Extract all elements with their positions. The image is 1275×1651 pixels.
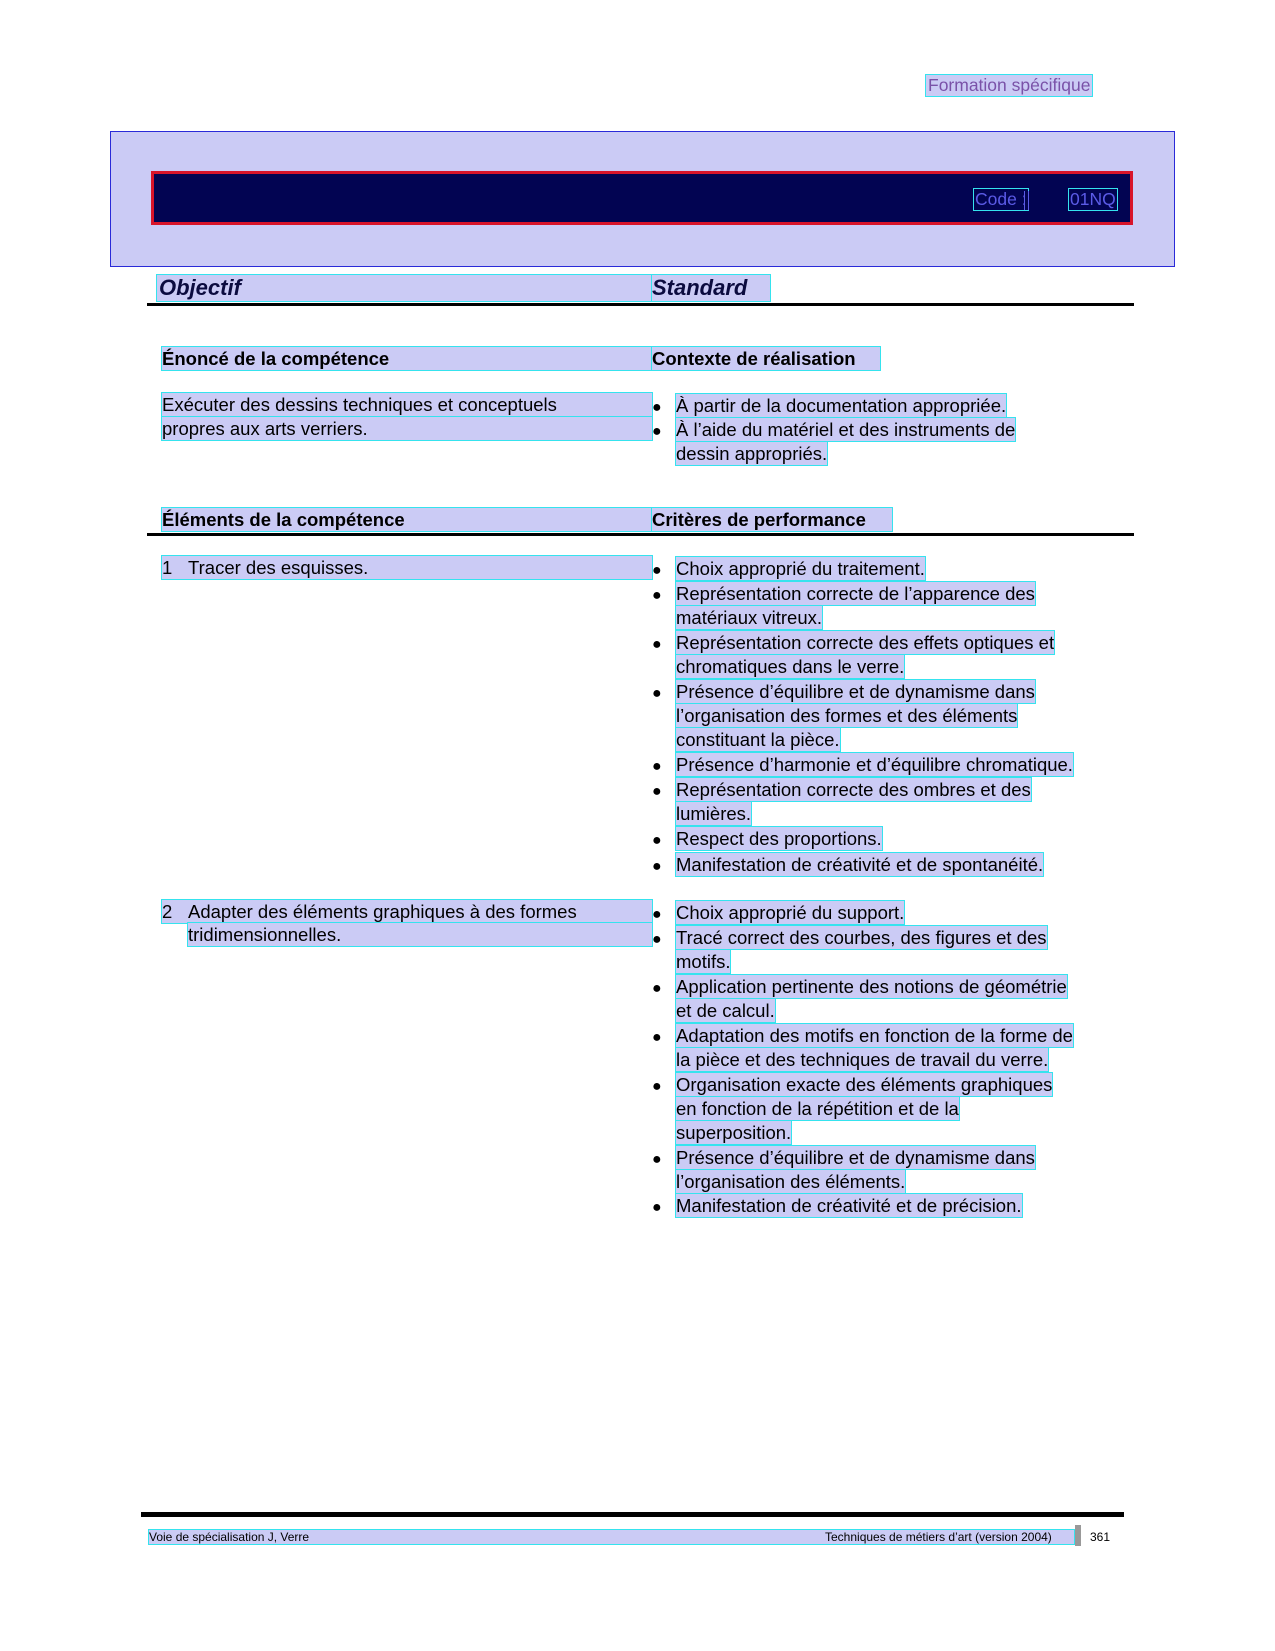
bullet-icon: ● bbox=[652, 1199, 662, 1216]
bullet-icon: ● bbox=[652, 562, 662, 579]
criterion-line: en fonction de la répétition et de la bbox=[676, 1098, 959, 1119]
criterion-line: la pièce et des techniques de travail du verre. bbox=[676, 1049, 1049, 1070]
bullet-icon: ● bbox=[652, 1151, 662, 1168]
criterion-line: Respect des proportions. bbox=[676, 828, 882, 849]
criterion-line: chromatiques dans le verre. bbox=[676, 656, 905, 677]
bullet-icon: ● bbox=[652, 1078, 662, 1095]
criteres-heading: Critères de performance bbox=[652, 508, 892, 531]
element-text-line: tridimensionnelles. bbox=[188, 923, 652, 946]
footer-right: Techniques de métiers d’art (version 2004) bbox=[825, 1530, 1052, 1544]
criterion-line: et de calcul. bbox=[676, 1000, 775, 1021]
bullet-icon: ● bbox=[652, 587, 662, 604]
bullet-icon: ● bbox=[652, 858, 662, 875]
bullet-icon: ● bbox=[652, 980, 662, 997]
criterion-line: Tracé correct des courbes, des figures et des bbox=[676, 927, 1047, 948]
elements-heading: Éléments de la compétence bbox=[162, 508, 652, 531]
criterion-line: superposition. bbox=[676, 1122, 792, 1143]
criterion-line: Présence d’équilibre et de dynamisme dans bbox=[676, 681, 1035, 702]
criterion-line: Présence d’harmonie et d’équilibre chromatique. bbox=[676, 754, 1073, 775]
enonce-heading: Énoncé de la compétence bbox=[162, 347, 652, 370]
section-rule bbox=[147, 303, 1134, 306]
criterion-line: l’organisation des formes et des éléments bbox=[676, 705, 1018, 726]
criterion-line: Choix approprié du traitement. bbox=[676, 558, 925, 579]
footer-left: Voie de spécialisation J, Verre bbox=[149, 1530, 310, 1544]
element-number: 1 bbox=[162, 557, 173, 578]
bullet-icon: ● bbox=[652, 906, 662, 923]
contexte-heading: Contexte de réalisation bbox=[652, 347, 880, 370]
footer-rule bbox=[141, 1512, 1124, 1517]
footer-separator bbox=[1075, 1525, 1081, 1546]
criterion-line: lumières. bbox=[676, 803, 752, 824]
bullet-icon: ● bbox=[652, 685, 662, 702]
criterion-line: Manifestation de créativité et de spontanéité. bbox=[676, 854, 1044, 875]
criterion-line: Adaptation des motifs en fonction de la forme de bbox=[676, 1025, 1073, 1046]
section-title-objectif: Objectif bbox=[157, 275, 654, 301]
bullet-icon: ● bbox=[652, 423, 662, 440]
criterion-line: Représentation correcte de l’apparence des bbox=[676, 583, 1035, 604]
code-separator bbox=[1024, 191, 1029, 210]
bullet-icon: ● bbox=[652, 832, 662, 849]
element-2 bbox=[162, 900, 652, 923]
element-number: 2 bbox=[162, 901, 173, 922]
bullet-icon: ● bbox=[652, 636, 662, 653]
criterion-line: Organisation exacte des éléments graphiques bbox=[676, 1074, 1053, 1095]
bullet-icon: ● bbox=[652, 931, 662, 948]
criterion-line: matériaux vitreux. bbox=[676, 607, 822, 628]
criterion-line: Manifestation de créativité et de précision. bbox=[676, 1195, 1022, 1216]
table-rule bbox=[147, 533, 1134, 536]
criterion-line: Représentation correcte des ombres et des bbox=[676, 779, 1031, 800]
enonce-text-line: propres aux arts verriers. bbox=[162, 417, 652, 440]
bullet-icon: ● bbox=[652, 399, 662, 416]
criterion-line: Présence d’équilibre et de dynamisme dans bbox=[676, 1147, 1035, 1168]
code-value: 01NQ bbox=[1070, 189, 1116, 209]
running-head: Formation spécifique bbox=[928, 75, 1091, 95]
bullet-icon: ● bbox=[652, 783, 662, 800]
bullet-icon: ● bbox=[652, 1029, 662, 1046]
element-text: Tracer des esquisses. bbox=[188, 557, 369, 578]
criterion-line: l’organisation des éléments. bbox=[676, 1171, 906, 1192]
criterion-line: Choix approprié du support. bbox=[676, 902, 905, 923]
contexte-item: À l’aide du matériel et des instruments de bbox=[676, 419, 1016, 440]
criterion-line: motifs. bbox=[676, 951, 731, 972]
enonce-text-line: Exécuter des dessins techniques et conceptuels bbox=[162, 393, 652, 416]
element-1 bbox=[162, 556, 652, 579]
contexte-item: dessin appropriés. bbox=[676, 443, 828, 464]
page-number: 361 bbox=[1090, 1530, 1111, 1544]
section-title-standard: Standard bbox=[652, 275, 770, 301]
criterion-line: Représentation correcte des effets optiques et bbox=[676, 632, 1055, 653]
code-label: Code : bbox=[975, 189, 1027, 209]
criterion-line: constituant la pièce. bbox=[676, 729, 840, 750]
criterion-line: Application pertinente des notions de géométrie bbox=[676, 976, 1067, 997]
bullet-icon: ● bbox=[652, 758, 662, 775]
contexte-item: À partir de la documentation appropriée. bbox=[676, 395, 1007, 416]
element-text: Adapter des éléments graphiques à des formes bbox=[188, 901, 577, 922]
